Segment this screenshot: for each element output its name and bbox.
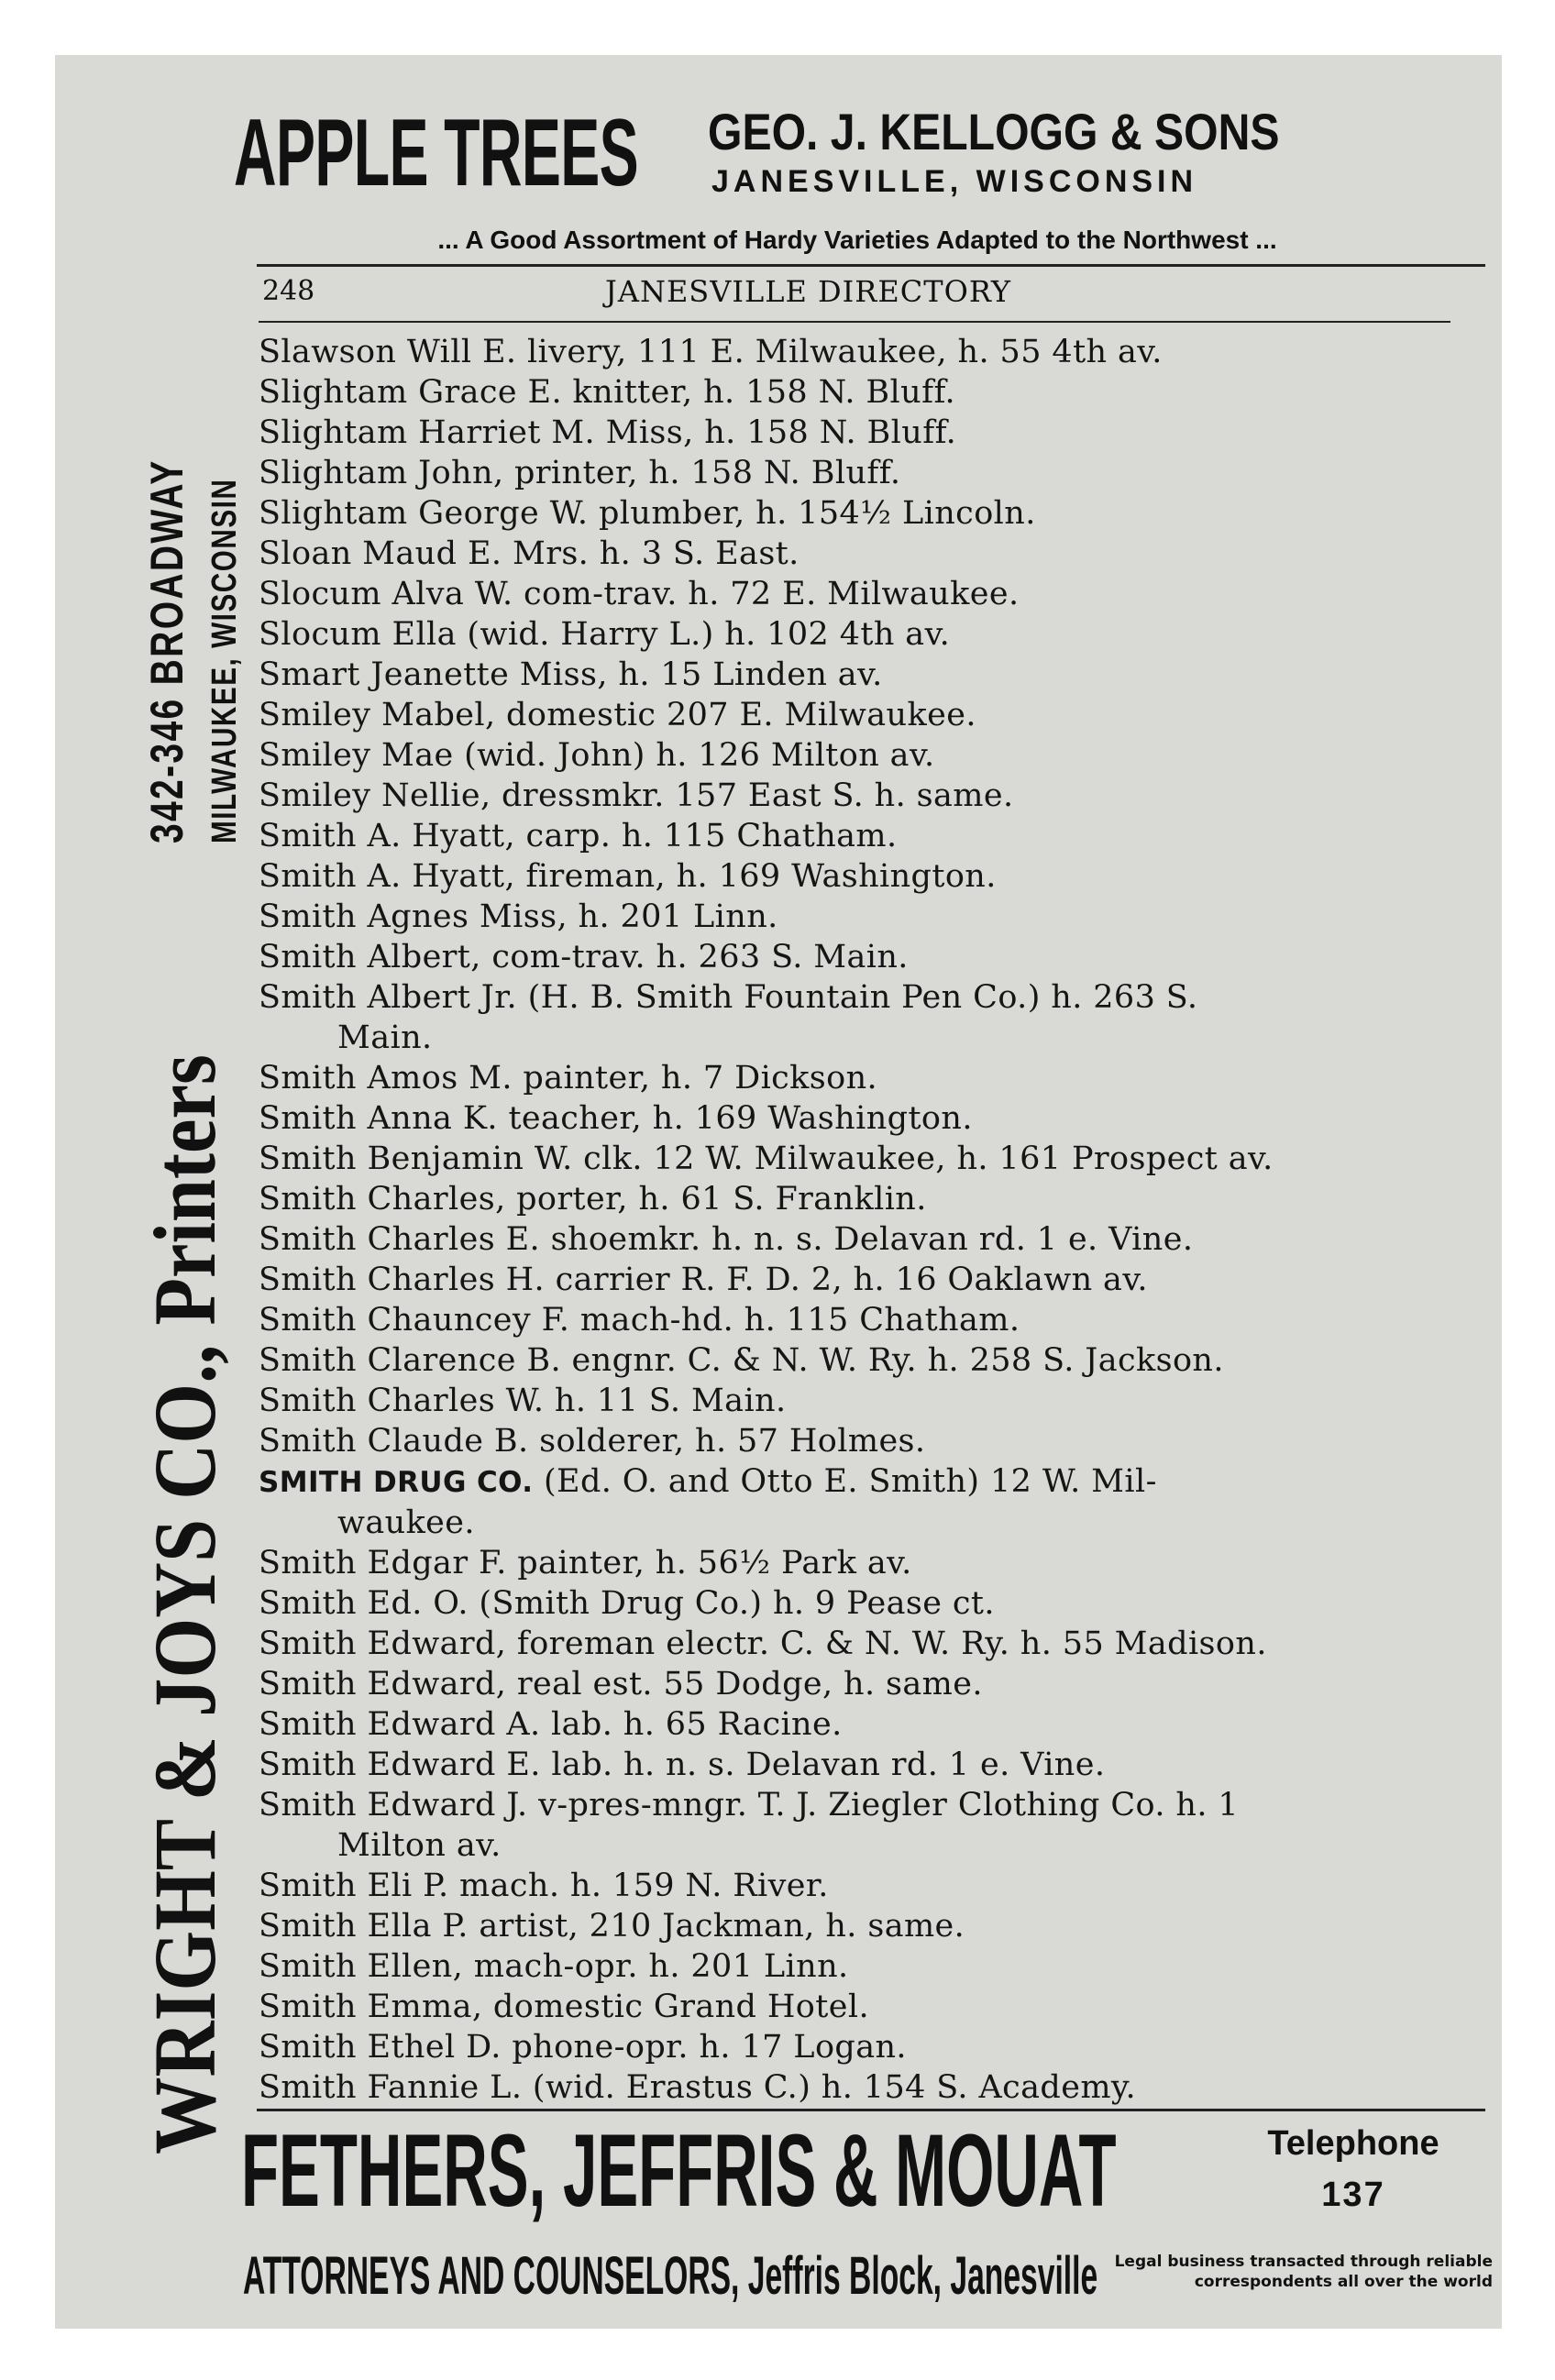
list-item: Smiley Mae (wid. John) h. 126 Milton av.	[259, 737, 935, 774]
bottom-ad-firm: FETHERS, JEFFRIS & MOUAT	[241, 2113, 1117, 2228]
list-item: Smith Ella P. artist, 210 Jackman, h. same.	[259, 1908, 965, 1945]
list-item: Smith Charles W. h. 11 S. Main.	[259, 1383, 787, 1419]
list-item: Slightam Grace E. knitter, h. 158 N. Bluff.	[259, 374, 956, 411]
list-item: Smith Ed. O. (Smith Drug Co.) h. 9 Pease ct.	[259, 1585, 995, 1622]
list-item: Smiley Mabel, domestic 207 E. Milwaukee.	[259, 697, 976, 733]
entry-text: Smith Albert Jr. (H. B. Smith Fountain Pen Co.) h. 263 S.	[259, 979, 1198, 1016]
list-item: Smith Chauncey F. mach-hd. h. 115 Chatham.	[259, 1302, 1020, 1339]
bottom-ad-telephone-label: Telephone	[1267, 2124, 1439, 2163]
list-item: Smith Clarence B. engnr. C. & N. W. Ry. h. 258 S. Jackson.	[259, 1342, 1224, 1379]
list-item	[259, 1461, 1450, 1543]
list-item: Smith A. Hyatt, fireman, h. 169 Washington.	[259, 858, 997, 895]
list-item: Smith Edward A. lab. h. 65 Racine.	[259, 1706, 843, 1743]
list-item: Smith Claude B. solderer, h. 57 Holmes.	[259, 1423, 926, 1460]
list-item: Smith Edward E. lab. h. n. s. Delavan rd. 1 e. Vine.	[259, 1746, 1106, 1783]
list-item: Smith Charles, porter, h. 61 S. Franklin.	[259, 1181, 927, 1218]
list-item	[259, 1785, 1450, 1866]
page-number: 248	[262, 275, 315, 307]
directory-page	[55, 55, 1502, 2329]
list-item: Slocum Alva W. com-trav. h. 72 E. Milwaukee.	[259, 576, 1020, 612]
bottom-ad-profession: ATTORNEYS AND COUNSELORS, Jeffris Block, Janesville	[243, 2246, 1098, 2306]
bottom-ad-note: Legal business transacted through reliable correspondents all over the world	[1114, 2253, 1493, 2291]
running-head: JANESVILLE DIRECTORY	[605, 274, 1012, 309]
entry-continuation: Milton av.	[337, 1827, 502, 1864]
list-item: Slightam Harriet M. Miss, h. 158 N. Bluff.	[259, 414, 957, 451]
list-item: Smith Edward, foreman electr. C. & N. W. Ry. h. 55 Madison.	[259, 1625, 1267, 1662]
list-item: Smith Eli P. mach. h. 159 N. River.	[259, 1868, 829, 1904]
entry-bold-name: SMITH DRUG CO.	[259, 1466, 534, 1499]
header-rule-bottom	[259, 321, 1450, 323]
list-item: Slightam John, printer, h. 158 N. Bluff.	[259, 455, 901, 491]
left-side-ad	[136, 321, 295, 2154]
top-ad-tagline: ... A Good Assortment of Hardy Varieties Adapted to the Northwest ...	[437, 226, 1277, 254]
footer-rule	[257, 2109, 1485, 2111]
list-item: Smith Charles H. carrier R. F. D. 2, h. 16 Oaklawn av.	[259, 1262, 1148, 1298]
entry-text: (Ed. O. and Otto E. Smith) 12 W. Mil-	[543, 1463, 1157, 1500]
list-item: Smith Ellen, mach-opr. h. 201 Linn.	[259, 1948, 849, 1985]
list-item	[259, 977, 1450, 1058]
entry-continuation: waukee.	[337, 1504, 475, 1541]
list-item: Smiley Nellie, dressmkr. 157 East S. h. same.	[259, 777, 1014, 814]
list-item: Smith A. Hyatt, carp. h. 115 Chatham.	[259, 818, 898, 854]
top-ad-location: JANESVILLE, WISCONSIN	[711, 164, 1198, 199]
bottom-ad-telephone-number: 137	[1321, 2176, 1385, 2214]
list-item: Smith Albert, com-trav. h. 263 S. Main.	[259, 939, 909, 975]
left-ad-city: MILWAUKEE, WISCONSIN	[205, 478, 244, 843]
list-item: Smith Emma, domestic Grand Hotel.	[259, 1989, 869, 2025]
list-item: Smith Ethel D. phone-opr. h. 17 Logan.	[259, 2029, 907, 2066]
list-item: Smith Edward, real est. 55 Dodge, h. same.	[259, 1666, 983, 1702]
left-ad-main: WRIGHT & JOYS CO., Printers	[136, 1054, 234, 2154]
list-item: Slocum Ella (wid. Harry L.) h. 102 4th av.	[259, 616, 951, 653]
list-item: Sloan Maud E. Mrs. h. 3 S. East.	[259, 535, 800, 572]
header-rule-top	[257, 264, 1485, 267]
list-item: Smith Benjamin W. clk. 12 W. Milwaukee, h. 161 Prospect av.	[259, 1140, 1274, 1177]
list-item: Smith Charles E. shoemkr. h. n. s. Delavan rd. 1 e. Vine.	[259, 1221, 1194, 1258]
left-ad-address: 342-346 BROADWAY	[141, 458, 193, 843]
list-item: Smith Anna K. teacher, h. 169 Washington.	[259, 1100, 973, 1137]
list-item: Smith Fannie L. (wid. Erastus C.) h. 154 S. Academy.	[259, 2069, 1136, 2106]
list-item: Smith Agnes Miss, h. 201 Linn.	[259, 898, 778, 935]
list-item: Smith Edgar F. painter, h. 56½ Park av.	[259, 1545, 912, 1581]
entry-text: Smith Edward J. v-pres-mngr. T. J. Ziegler Clothing Co. h. 1	[259, 1787, 1240, 1824]
list-item: Slightam George W. plumber, h. 154½ Lincoln.	[259, 495, 1036, 532]
directory-entries	[259, 332, 1450, 2108]
list-item: Smart Jeanette Miss, h. 15 Linden av.	[259, 656, 883, 693]
entry-continuation: Main.	[337, 1019, 433, 1056]
list-item: Slawson Will E. livery, 111 E. Milwaukee, h. 55 4th av.	[259, 334, 1163, 370]
top-ad-title: APPLE TREES	[234, 100, 639, 206]
top-ad-company: GEO. J. KELLOGG & SONS	[708, 103, 1280, 160]
list-item: Smith Amos M. painter, h. 7 Dickson.	[259, 1060, 878, 1096]
